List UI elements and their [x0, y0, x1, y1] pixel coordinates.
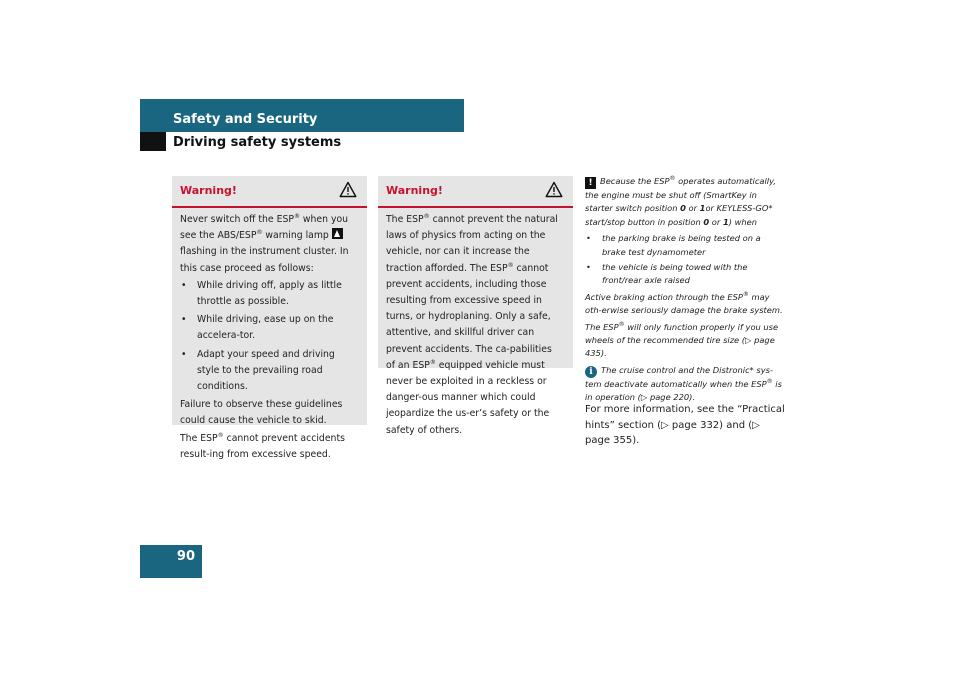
warning-failure: Failure to observe these guidelines could cause the vehicle to skid.: [180, 399, 343, 427]
warning-text: The ESP® cannot prevent the natural laws of physics from acting on the vehicle, nor can it increase the traction afforded. The ESP® cannot prevent accidents, including those resulting from excessive speed in turns, or hydroplaning. Only a safe, attentive, and skillful driver can prevent accidents. The ca-pabilities of an ESP® equipped vehicle must never be exploited in a reckless or danger-ous manner which could jeopardize the us-er’s safety or the safety of others.: [386, 212, 558, 436]
warning-header: [378, 176, 573, 208]
page-ref-arrow-icon: ▷: [745, 335, 752, 346]
info-icon: i: [585, 366, 597, 378]
more-info-text: For more information, see the “Practical hints” section (▷ page 332) and (▷ page 355).: [585, 404, 785, 446]
warning-steps: [180, 278, 357, 395]
list-item: • the parking brake is being tested on a brake test dynamometer: [585, 232, 785, 259]
section-title: Safety and Security: [173, 112, 318, 127]
subsection-title: Driving safety systems: [173, 135, 342, 150]
note-conditions: [585, 232, 785, 288]
warning-body: [180, 212, 357, 464]
page-number: 90: [176, 549, 195, 564]
page-ref-arrow-icon: ▷: [661, 419, 669, 431]
header-tab-marker: [140, 132, 166, 151]
caution-icon: !: [585, 177, 596, 189]
warning-title: Warning!: [180, 184, 237, 197]
warning-esp-limit: The ESP® cannot prevent accidents result-ing from excessive speed.: [180, 431, 345, 460]
warning-header: [172, 176, 367, 208]
page-ref-arrow-icon: ▷: [640, 392, 648, 403]
warning-box-middle: [378, 176, 573, 436]
warning-triangle-icon: [545, 181, 563, 198]
note-braking: Active braking action through the ESP® may oth-erwise seriously damage the brake system.: [585, 291, 783, 316]
notes-column: [585, 175, 785, 408]
warning-intro: Never switch off the ESP® when you see the ABS/ESP® warning lampflashing in the instrument cluster. In this case proceed as follows:: [180, 212, 349, 274]
note-tire-size: The ESP® will only function properly if you use wheels of the recommended tire size (▷ page 435).: [585, 320, 779, 359]
warning-box-left: [172, 176, 367, 460]
warning-body: [386, 212, 563, 440]
list-item: • Adapt your speed and driving style to the prevailing road conditions.: [180, 347, 357, 396]
list-item: • the vehicle is being towed with the front/rear axle raised: [585, 261, 785, 288]
note-esp-shutoff: ! Because the ESP® operates automatically, the engine must be shut off (SmartKey in starter switch position 0 or 1or KEYLESS-GO* start/stop button in position 0 or 1) when: [585, 175, 776, 227]
page-ref-arrow-icon: ▷: [752, 419, 760, 431]
warning-triangle-icon: [339, 181, 357, 198]
list-item: • While driving off, apply as little throttle as possible.: [180, 278, 357, 310]
list-item: • While driving, ease up on the accelera-tor.: [180, 312, 357, 344]
esp-warning-lamp-icon: [332, 228, 343, 239]
warning-title: Warning!: [386, 184, 443, 197]
note-cruise-control: i The cruise control and the Distronic* sys-tem deactivate automatically when the ESP® is in operation (▷ page 220).: [585, 364, 782, 403]
